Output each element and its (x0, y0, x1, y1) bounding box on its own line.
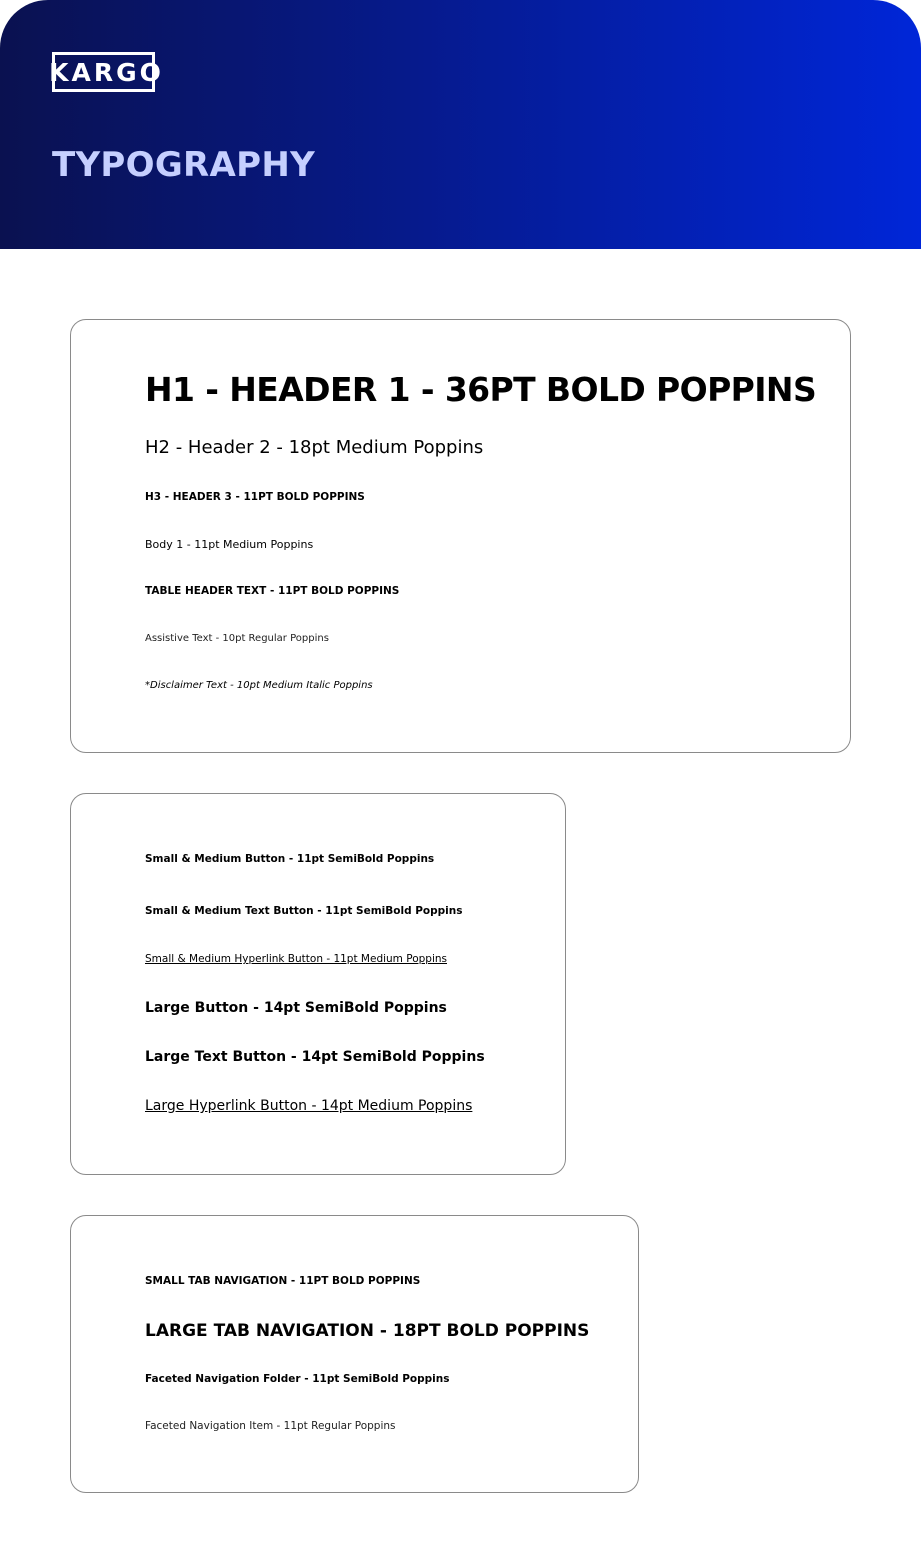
small-tab-navigation-sample: SMALL TAB NAVIGATION - 11PT BOLD POPPINS (145, 1275, 421, 1287)
small-hyperlink-button-sample[interactable]: Small & Medium Hyperlink Button - 11pt Medium Poppins (145, 953, 447, 965)
large-tab-navigation-sample: LARGE TAB NAVIGATION - 18PT BOLD POPPINS (145, 1321, 590, 1341)
large-hyperlink-button-sample[interactable]: Large Hyperlink Button - 14pt Medium Poppins (145, 1098, 473, 1114)
navigation-card (70, 1215, 639, 1493)
large-text-button-sample: Large Text Button - 14pt SemiBold Poppins (145, 1049, 485, 1065)
table-header-sample: TABLE HEADER TEXT - 11PT BOLD POPPINS (145, 585, 400, 597)
large-button-sample: Large Button - 14pt SemiBold Poppins (145, 1000, 447, 1016)
faceted-navigation-item-sample: Faceted Navigation Item - 11pt Regular Poppins (145, 1420, 396, 1432)
buttons-card (70, 793, 566, 1175)
body1-sample: Body 1 - 11pt Medium Poppins (145, 538, 314, 551)
disclaimer-text-sample: *Disclaimer Text - 10pt Medium Italic Poppins (145, 680, 373, 691)
small-button-sample: Small & Medium Button - 11pt SemiBold Poppins (145, 853, 435, 865)
small-text-button-sample: Small & Medium Text Button - 11pt SemiBold Poppins (145, 905, 463, 917)
faceted-navigation-folder-sample: Faceted Navigation Folder - 11pt SemiBold Poppins (145, 1373, 450, 1385)
headings-card (70, 319, 851, 753)
h1-sample: H1 - HEADER 1 - 36PT BOLD POPPINS (145, 370, 817, 409)
assistive-text-sample: Assistive Text - 10pt Regular Poppins (145, 633, 329, 644)
kargo-logo (49, 52, 164, 92)
page-title: TYPOGRAPHY (52, 145, 316, 185)
h3-sample: H3 - HEADER 3 - 11PT BOLD POPPINS (145, 491, 365, 503)
header-banner (0, 0, 921, 249)
h2-sample: H2 - Header 2 - 18pt Medium Poppins (145, 437, 484, 458)
logo-text: KARGO (49, 57, 164, 87)
